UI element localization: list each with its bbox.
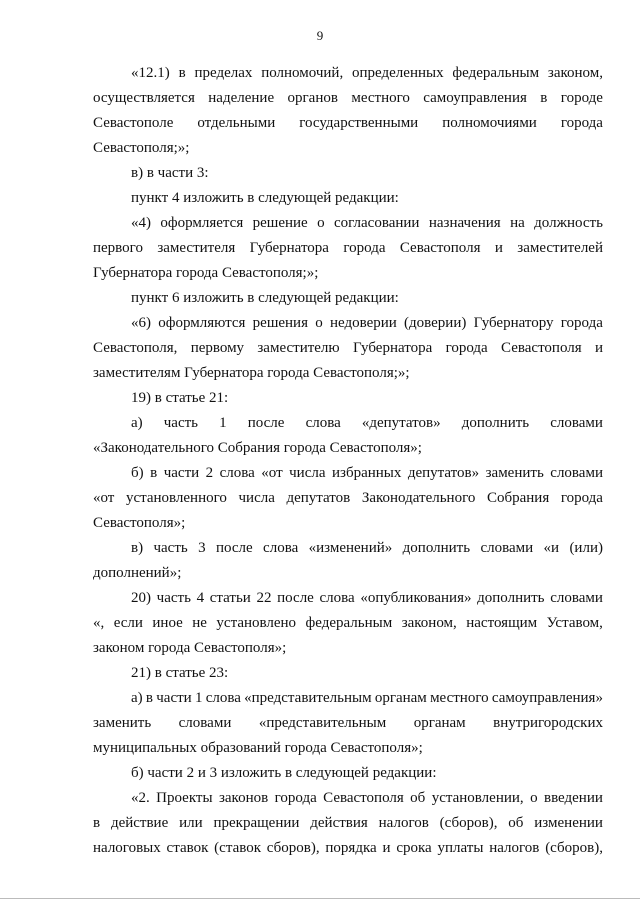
word: об [508,815,524,831]
word: назначения [428,215,501,231]
text-line [93,811,603,836]
word: «12.1) [131,65,170,81]
word: Губернатора [352,340,433,356]
word: (доверии) [404,315,467,331]
word: в [178,65,186,81]
word: отдельными [197,115,276,131]
text-line: б) части 2 и 3 изложить в следующей редакции: [131,765,437,781]
word: статьи [209,590,251,606]
word: решение [252,215,308,231]
word: 1 [219,415,227,431]
word: и [382,840,391,856]
word: Законодательного [361,490,476,506]
word: об [410,790,426,806]
word: «от [261,465,283,481]
word: заменить [93,715,152,731]
word: Севастополя [501,340,582,356]
word: органов [287,90,338,106]
word: установлено [216,615,297,631]
word: Севастополя [399,240,481,256]
text-line: 21) в статье 23: [131,665,229,681]
word: полномочиями [442,115,537,131]
word: решения [252,315,308,331]
word: в [540,90,548,106]
word: заменить [485,465,544,481]
word: оформляется [160,215,244,231]
word: после [277,590,314,606]
text-line: 19) в статье 21: [131,390,229,406]
word: наделение [208,90,275,106]
word: числа [238,490,275,506]
text-line: «Законодательного Собрания города Севастополя»; [93,440,422,456]
text-line [93,786,603,811]
word: городе [560,90,603,106]
word: Губернатора [249,240,329,256]
word: города [560,315,603,331]
word: в [150,465,158,481]
word: (сборов), [545,840,603,856]
word: порядка [325,840,377,856]
word: а) [131,415,143,431]
text-line: Севастополя»; [93,515,186,531]
word: слова [205,690,241,706]
text-line: Губернатора города Севастополя;»; [93,265,319,281]
text-line [93,211,603,236]
text-line [93,836,603,861]
text-line [93,411,603,436]
word: 4 [196,590,205,606]
word: законов [218,790,269,806]
word: согласовании [333,215,420,231]
word: города [445,340,488,356]
word: законом, [547,65,603,81]
word: а) [131,690,143,706]
word: «депутатов» [361,415,441,431]
word: «представительным [244,690,372,706]
word: (сборов), [439,815,498,831]
text-line: пункт 6 изложить в следующей редакции: [131,290,399,306]
word: недоверии [329,315,397,331]
word: налогов [489,840,540,856]
word: или [179,815,203,831]
word: словами [550,465,603,481]
word: избранных [332,465,402,481]
word: слова [319,590,355,606]
word: в [93,815,101,831]
word: первому [190,340,245,356]
text-line [93,486,603,511]
word: о [530,790,538,806]
word: установлении, [431,790,524,806]
text-line [93,61,603,86]
word: «изменений» [308,540,393,556]
text-line [93,611,603,636]
word: установленного [125,490,227,506]
word: после [247,415,285,431]
word: местного [430,690,489,706]
word: словами [550,590,603,606]
word: полномочий, [261,65,344,81]
word: города [560,490,603,506]
text-line [93,536,603,561]
word: Губернатору [473,315,554,331]
text-line [93,686,603,711]
word: словами [480,540,534,556]
word: (ставок [214,840,261,856]
text-line: дополнений»; [93,565,182,581]
word: и [494,240,503,256]
text-line [93,586,603,611]
word: не [192,615,207,631]
word: в) [131,540,144,556]
text-line [93,711,603,736]
word: города [343,240,386,256]
word: 20) [131,590,151,606]
word: федеральным [305,615,393,631]
word: действие [110,815,169,831]
word: срока [396,840,432,856]
page-text [93,61,603,861]
page-number: 9 [316,28,324,43]
word: словами [550,415,603,431]
word: пределах [194,65,253,81]
text-line [93,86,603,111]
word: иное [152,615,183,631]
word: определенных [352,65,444,81]
word: и [594,340,603,356]
text-line [93,111,603,136]
word: о [315,315,323,331]
word: «4) [131,215,151,231]
word: налоговых [93,840,161,856]
word: заместителя [157,240,236,256]
word: о [317,215,325,231]
word: введении [543,790,603,806]
word: ставок [166,840,209,856]
word: федеральным [452,65,540,81]
word: «и [543,540,560,556]
word: внутригородских [493,715,603,731]
text-line: законом города Севастополя»; [93,640,287,656]
word: 1 [194,690,203,706]
word: действия [310,815,368,831]
word: 22 [256,590,272,606]
word: органам [413,715,466,731]
word: б) [131,465,144,481]
word: Проекты [156,790,213,806]
text-line [93,336,603,361]
word: прекращении [213,815,300,831]
text-line [93,311,603,336]
word: части [156,690,192,706]
word: осуществляется [93,90,195,106]
word: депутатов» [407,465,480,481]
word: «, [93,615,105,631]
word: города [274,790,317,806]
word: часть [163,415,199,431]
word: Севастополя [323,790,404,806]
word: словами [178,715,232,731]
word: если [113,615,143,631]
word: в [145,690,153,706]
word: дополнить [477,590,545,606]
word: государственными [299,115,419,131]
word: изменении [534,815,603,831]
word: депутатов [286,490,351,506]
word: налогов [378,815,429,831]
word: должность [534,215,603,231]
word: слова [305,415,341,431]
word: заместителей [517,240,603,256]
word: органам [374,690,427,706]
word: дополнить [402,540,471,556]
word: часть [156,590,191,606]
word: Уставом, [546,615,603,631]
text-line: муниципальных образований города Севастополя»; [93,740,423,756]
text-line: заместителям Губернатора города Севастополя;»; [93,365,410,381]
word: местного [351,90,410,106]
word: (или) [569,540,603,556]
text-line: Севастополя;»; [93,140,190,156]
word: Собрания [486,490,550,506]
word: Севастополе [93,115,174,131]
word: Севастополя, [93,340,178,356]
word: на [510,215,525,231]
word: слова [219,465,255,481]
word: слова [263,540,299,556]
word: 2 [205,465,214,481]
word: дополнить [461,415,530,431]
word: «представительным [258,715,387,731]
text-line [93,236,603,261]
word: после [215,540,253,556]
word: настоящим [466,615,538,631]
word: самоуправления» [491,690,603,706]
word: 3 [198,540,206,556]
word: сборов), [266,840,320,856]
word: части [163,465,200,481]
word: первого [93,240,143,256]
word: города [560,115,603,131]
word: «от [93,490,115,506]
word: часть [153,540,188,556]
word: «опубликования» [360,590,472,606]
word: самоуправления [423,90,527,106]
word: законом, [401,615,457,631]
word: «6) [131,315,151,331]
text-line: в) в части 3: [131,165,209,181]
word: уплаты [437,840,484,856]
word: заместителю [257,340,340,356]
bottom-edge [0,898,640,899]
word: числа [289,465,326,481]
word: оформляются [158,315,246,331]
word: «2. [131,790,150,806]
text-line: пункт 4 изложить в следующей редакции: [131,190,399,206]
text-line [93,461,603,486]
